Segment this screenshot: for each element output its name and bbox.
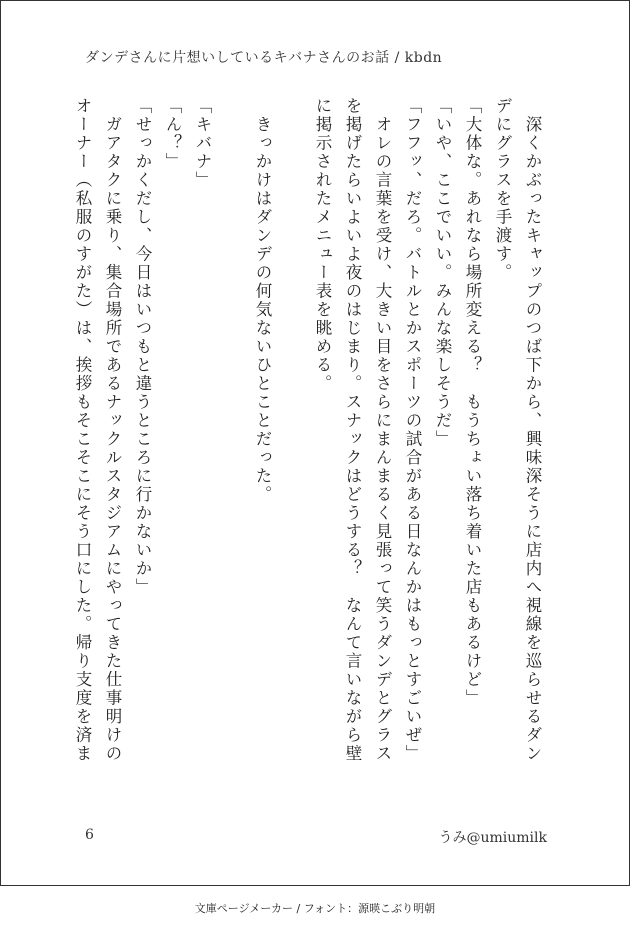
page-header-title: ダンデさんに片想いしているキバナさんのお話 / kbdn — [85, 50, 443, 66]
page-number: 6 — [85, 827, 94, 843]
text-line: オレの言葉を受け、大きい目をさらにまんまるく見張って笑うダンデとグラス — [373, 97, 392, 763]
footer-credit: 文庫ページメーカー / フォント：源暎こぶり明朝 — [194, 902, 436, 915]
text-line: 「フフッ、だろ。バトルとかスポーツの試合がある日なんかはもっとすごいぜ」 — [403, 97, 422, 763]
text-line: 深くかぶったキャップのつば下から、興味深そうに店内へ視線を巡らせるダン — [523, 97, 542, 763]
text-line: 「大体な。あれなら場所変える？ もうちょい落ち着いた店もあるけど」 — [463, 97, 482, 708]
text-line: きっかけはダンデの何気ないひとことだった。 — [253, 97, 272, 504]
text-line: 「キバナ」 — [193, 97, 212, 190]
vertical-body-text — [73, 97, 547, 797]
text-line: 「いや、ここでいい。みんな楽しそうだ」 — [433, 97, 452, 449]
blank-line — [277, 97, 307, 797]
text-line: に掲示されたメニュー表を眺める。 — [313, 97, 332, 393]
text-line: を掲げたらいよいよ夜のはじまり。スナックはどうする？ なんて言いながら壁 — [343, 97, 362, 763]
text-line: 「せっかくだし、今日はいつもと違うところに行かないか」 — [133, 97, 152, 597]
text-line: デにグラスを手渡す。 — [493, 97, 512, 282]
blank-line — [217, 97, 247, 797]
text-line: 「ん？」 — [163, 97, 182, 171]
text-line: オーナー（私服のすがた）は、挨拶もそこそこにそう口にした。帰り支度を済ま — [73, 97, 92, 763]
author-credit: うみ@umiumilk — [438, 830, 547, 846]
text-line: ガアタクに乗り、集合場所であるナックルスタジアムにやってきた仕事明けの — [103, 97, 122, 763]
